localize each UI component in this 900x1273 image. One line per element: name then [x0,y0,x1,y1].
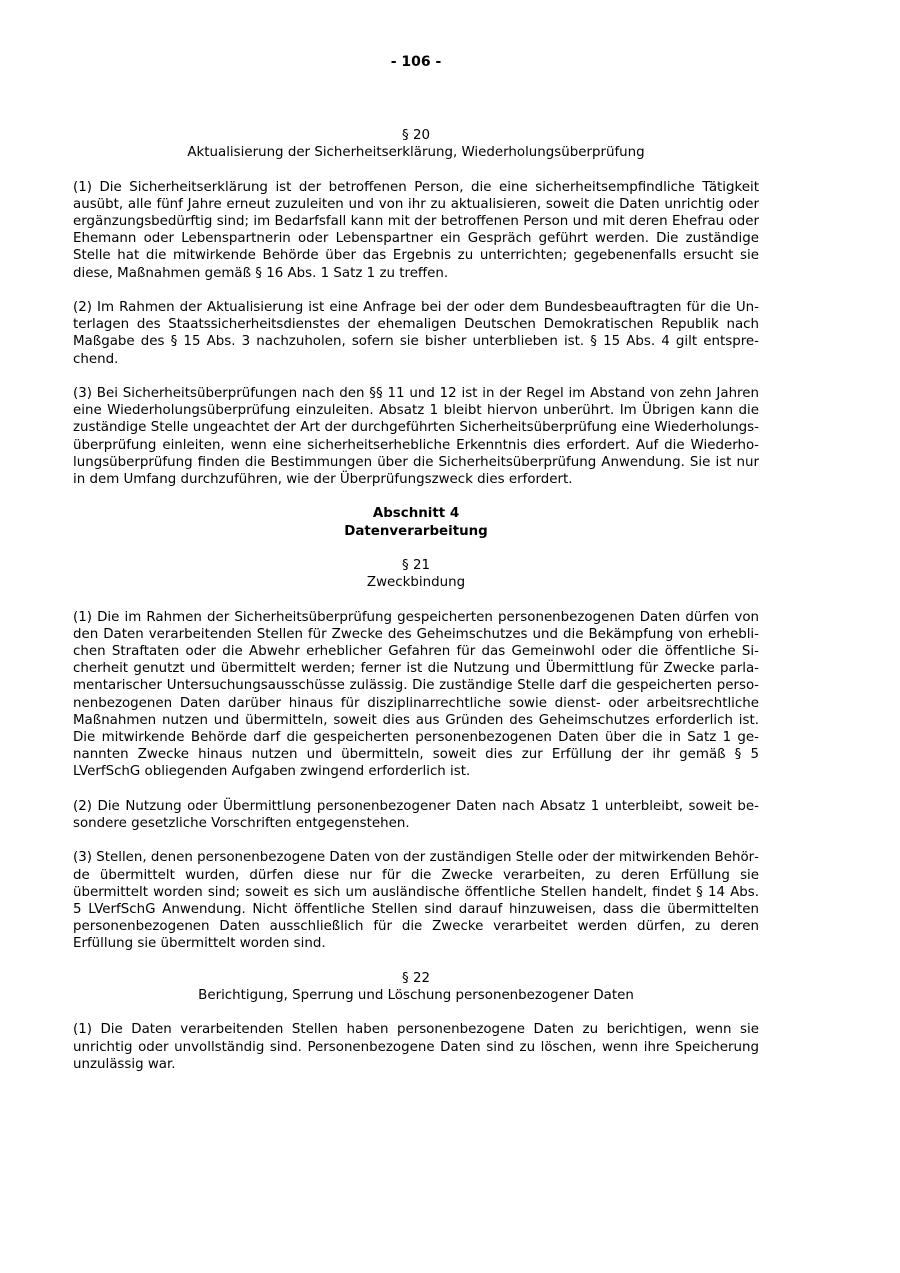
section-22-number: § 22 [402,970,430,986]
section-21-number: § 21 [402,558,430,573]
abschnitt-heading [73,505,759,539]
abschnitt-label: Abschnitt 4 [372,506,460,522]
section-20-paragraph-2: (2) Im Rahmen der Aktualisierung ist eine Anfrage bei der oder dem Bundesbeauftragten für die Unterlagen des Staatssicherheitsdienstes der ehemaligen Deutschen Demokratischen Republik nach Maßgabe des § 15 Abs. 3 nachzuholen, sofern sie bisher unterblieben ist. § 15 Abs. 4 gilt entsprechend. [73,300,759,367]
document-body [73,127,759,1073]
section-20-paragraph-3: (3) Bei Sicherheitsüberprüfungen nach den §§ 11 und 12 ist in der Regel im Abstand von zehn Jahren eine Wiederholungsüberprüfung einzuleiten. Absatz 1 bleibt hiervon unberührt. Im Übrigen kann die zuständige Stelle ungeachtet der Art der durchgeführten Sicherheitsüberprüfung eine Wiederholungsüberprüfung einleiten, wenn eine sicherheitserhebliche Erkenntnis dies erfordert. Auf die Wiederholungsüberprüfung finden die Bestimmungen über die Sicherheitsüberprüfung Anwendung. Sie ist nur in dem Umfang durchzuführen, wie der Überprüfungszweck dies erfordert. [73,386,759,488]
section-20-heading [73,127,759,161]
section-22-heading [73,970,759,1004]
section-21-paragraph-1: (1) Die im Rahmen der Sicherheitsüberprüfung gespeicherten personenbezogenen Daten dürfen von den Daten verarbeitenden Stellen für Zwecke des Geheimschutzes und die Bekämpfung von erheblichen Straftaten oder die Abwehr erheblicher Gefahren für das Gemeinwohl oder die öffentliche Sicherheit genutzt und übermittelt werden; ferner ist die Nutzung und Übermittlung für Zwecke parlamentarischer Untersuchungsausschüsse zulässig. Die zuständige Stelle darf die gespeicherten personenbezogenen Daten darüber hinaus für disziplinarrechtliche sowie dienst- oder arbeitsrechtliche Maßnahmen nutzen und übermitteln, soweit dies aus Gründen des Geheimschutzes erforderlich ist. Die mitwirkende Behörde darf die gespeicherten personenbezogenen Daten über die in Satz 1 genannten Zwecke hinaus nutzen und übermitteln, soweit dies zur Erfüllung der ihr gemäß § 5 LVerfSchG obliegenden Aufgaben zwingend erforderlich ist. [73,609,759,780]
section-20-title: Aktualisierung der Sicherheitserklärung, Wiederholungsüberprüfung [187,145,645,161]
section-22-title: Berichtigung, Sperrung und Löschung personenbezogener Daten [198,988,634,1004]
section-21-heading [73,557,759,591]
page-number: - 106 - [390,54,442,70]
section-20-number: § 20 [402,128,430,143]
section-21-paragraph-3: (3) Stellen, denen personenbezogene Daten von der zuständigen Stelle oder der mitwirkenden Behörde übermittelt wurden, dürfen diese nur für die Zwecke verarbeiten, zu deren Erfüllung sie übermittelt worden sind; soweit es sich um ausländische öffentliche Stellen handelt, findet § 14 Abs. 5 LVerfSchG Anwendung. Nicht öffentliche Stellen sind darauf hinzuweisen, dass die übermittelten personenbezogenen Daten ausschließlich für die Zwecke verarbeitet werden dürfen, zu deren Erfüllung sie übermittelt worden sind. [73,850,759,952]
abschnitt-title: Datenverarbeitung [344,523,488,539]
section-21-paragraph-2: (2) Die Nutzung oder Übermittlung personenbezogener Daten nach Absatz 1 unterbleibt, soweit besondere gesetzliche Vorschriften entgegenstehen. [73,798,759,832]
section-21-title: Zweckbindung [366,575,466,591]
section-22-paragraph-1: (1) Die Daten verarbeitenden Stellen haben personenbezogene Daten zu berichtigen, wenn sie unrichtig oder unvollständig sind. Personenbezogene Daten sind zu löschen, wenn ihre Speicherung unzulässig war. [73,1022,759,1072]
section-20-paragraph-1: (1) Die Sicherheitserklärung ist der betroffenen Person, die eine sicherheitsempfindliche Tätigkeit ausübt, alle fünf Jahre erneut zuzuleiten und von ihr zu aktualisieren, soweit die Daten unrichtig oder ergänzungsbedürftig sind; im Bedarfsfall kann mit der betroffenen Person und mit deren Ehefrau oder Ehemann oder Lebenspartnerin oder Lebenspartner ein Gespräch geführt werden. Die zuständige Stelle hat die mitwirkende Behörde über das Ergebnis zu unterrichten; gegebenenfalls ersucht sie diese, Maßnahmen gemäß § 16 Abs. 1 Satz 1 zu treffen. [73,179,759,281]
